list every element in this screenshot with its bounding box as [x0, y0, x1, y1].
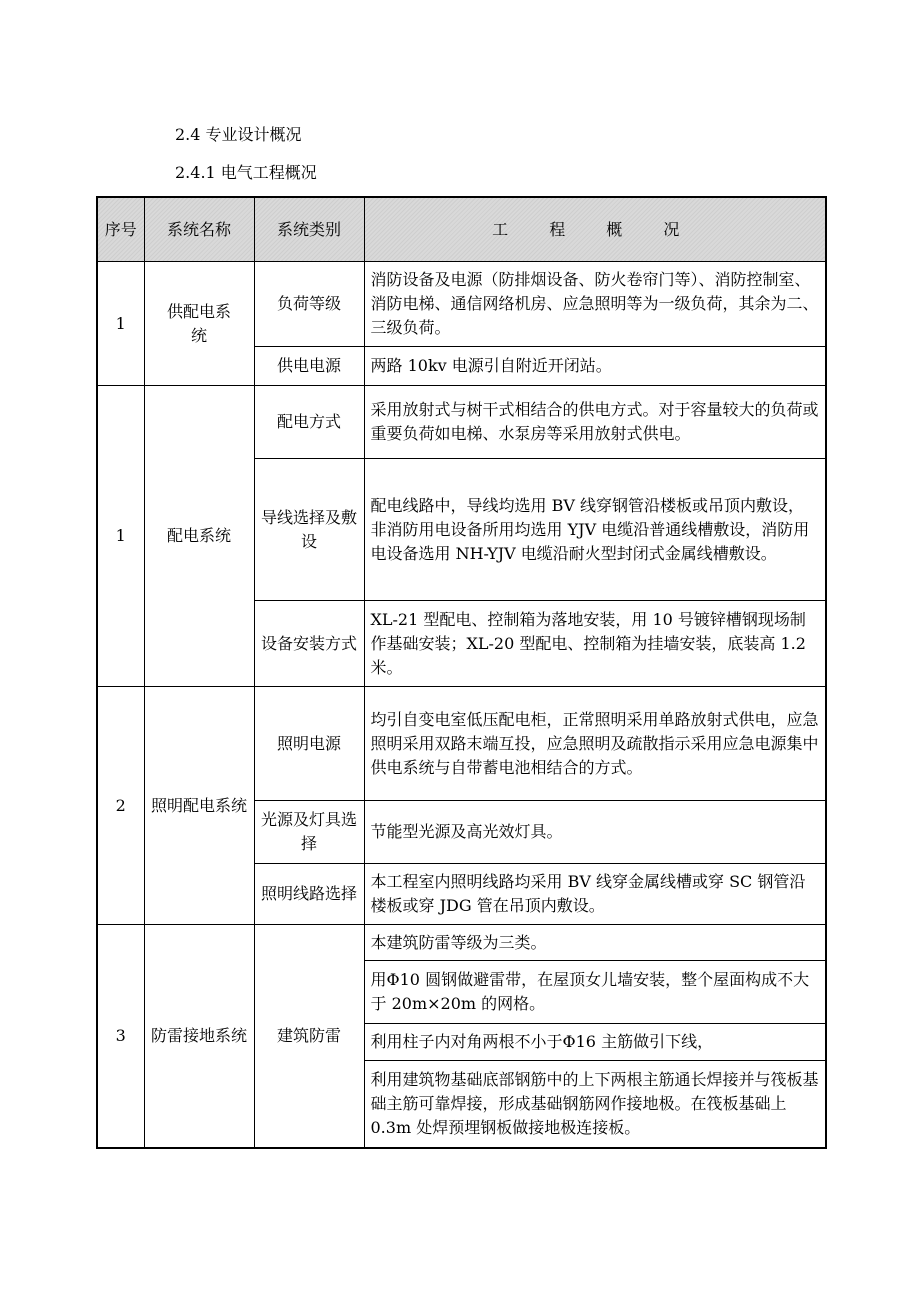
overview-text: 消防设备及电源（防排烟设备、防火卷帘门等）、消防控制室、消防电梯、通信网络机房、应急照明等为一级负荷，其余为二、三级负荷。	[364, 262, 826, 347]
subsection-heading: 2.4.1 电气工程概况	[175, 163, 317, 182]
row-no: 1	[97, 386, 144, 687]
overview-text: 两路 10kv 电源引自附近开闭站。	[364, 347, 826, 386]
system-category: 配电方式	[254, 386, 364, 459]
table-header-row	[97, 197, 826, 262]
header-system-category: 系统类别	[254, 197, 364, 262]
header-no: 序号	[97, 197, 144, 262]
system-category: 照明电源	[254, 687, 364, 801]
system-category: 光源及灯具选择	[254, 801, 364, 864]
overview-text: 本建筑防雷等级为三类。	[364, 925, 826, 961]
overview-text: 均引自变电室低压配电柜，正常照明采用单路放射式供电，应急照明采用双路末端互投，应急照明及疏散指示采用应急电源集中供电系统与自带蓄电池相结合的方式。	[364, 687, 826, 801]
row-no: 2	[97, 687, 144, 925]
header-system-name: 系统名称	[144, 197, 254, 262]
system-category: 导线选择及敷设	[254, 459, 364, 601]
system-name: 供配电系统	[144, 262, 254, 386]
overview-text: 本工程室内照明线路均采用 BV 线穿金属线槽或穿 SC 钢管沿楼板或穿 JDG 管在吊顶内敷设。	[364, 864, 826, 925]
row-no: 1	[97, 262, 144, 386]
table-row	[97, 262, 826, 347]
system-name: 防雷接地系统	[144, 925, 254, 1148]
system-category: 建筑防雷	[254, 925, 364, 1148]
table-row	[97, 386, 826, 459]
overview-text: 利用建筑物基础底部钢筋中的上下两根主筋通长焊接并与筏板基础主筋可靠焊接，形成基础钢筋网作接地极。在筏板基础上 0.3m 处焊预埋钢板做接地极连接板。	[364, 1061, 826, 1148]
system-category: 设备安装方式	[254, 601, 364, 687]
table-row	[97, 925, 826, 961]
row-no: 3	[97, 925, 144, 1148]
overview-text: 配电线路中，导线均选用 BV 线穿钢管沿楼板或吊顶内敷设，非消防用电设备所用均选用 YJV 电缆沿普通线槽敷设，消防用电设备选用 NH-YJV 电缆沿耐火型封闭式金属线槽敷设。	[364, 459, 826, 601]
overview-text: 节能型光源及高光效灯具。	[364, 801, 826, 864]
overview-text: 用Φ10 圆钢做避雷带，在屋顶女儿墙安装，整个屋面构成不大于 20m×20m 的网格。	[364, 961, 826, 1024]
electrical-overview-table	[96, 196, 827, 1149]
overview-text: 采用放射式与树干式相结合的供电方式。对于容量较大的负荷或重要负荷如电梯、水泵房等采用放射式供电。	[364, 386, 826, 459]
overview-text: 利用柱子内对角两根不小于Φ16 主筋做引下线，	[364, 1024, 826, 1061]
table-row	[97, 687, 826, 801]
system-name: 照明配电系统	[144, 687, 254, 925]
section-heading: 2.4 专业设计概况	[175, 125, 302, 144]
system-category: 负荷等级	[254, 262, 364, 347]
system-name: 配电系统	[144, 386, 254, 687]
header-overview: 工 程 概 况	[364, 197, 826, 262]
system-category: 供电电源	[254, 347, 364, 386]
system-category: 照明线路选择	[254, 864, 364, 925]
overview-text: XL-21 型配电、控制箱为落地安装，用 10 号镀锌槽钢现场制作基础安装；XL-20 型配电、控制箱为挂墙安装，底装高 1.2 米。	[364, 601, 826, 687]
